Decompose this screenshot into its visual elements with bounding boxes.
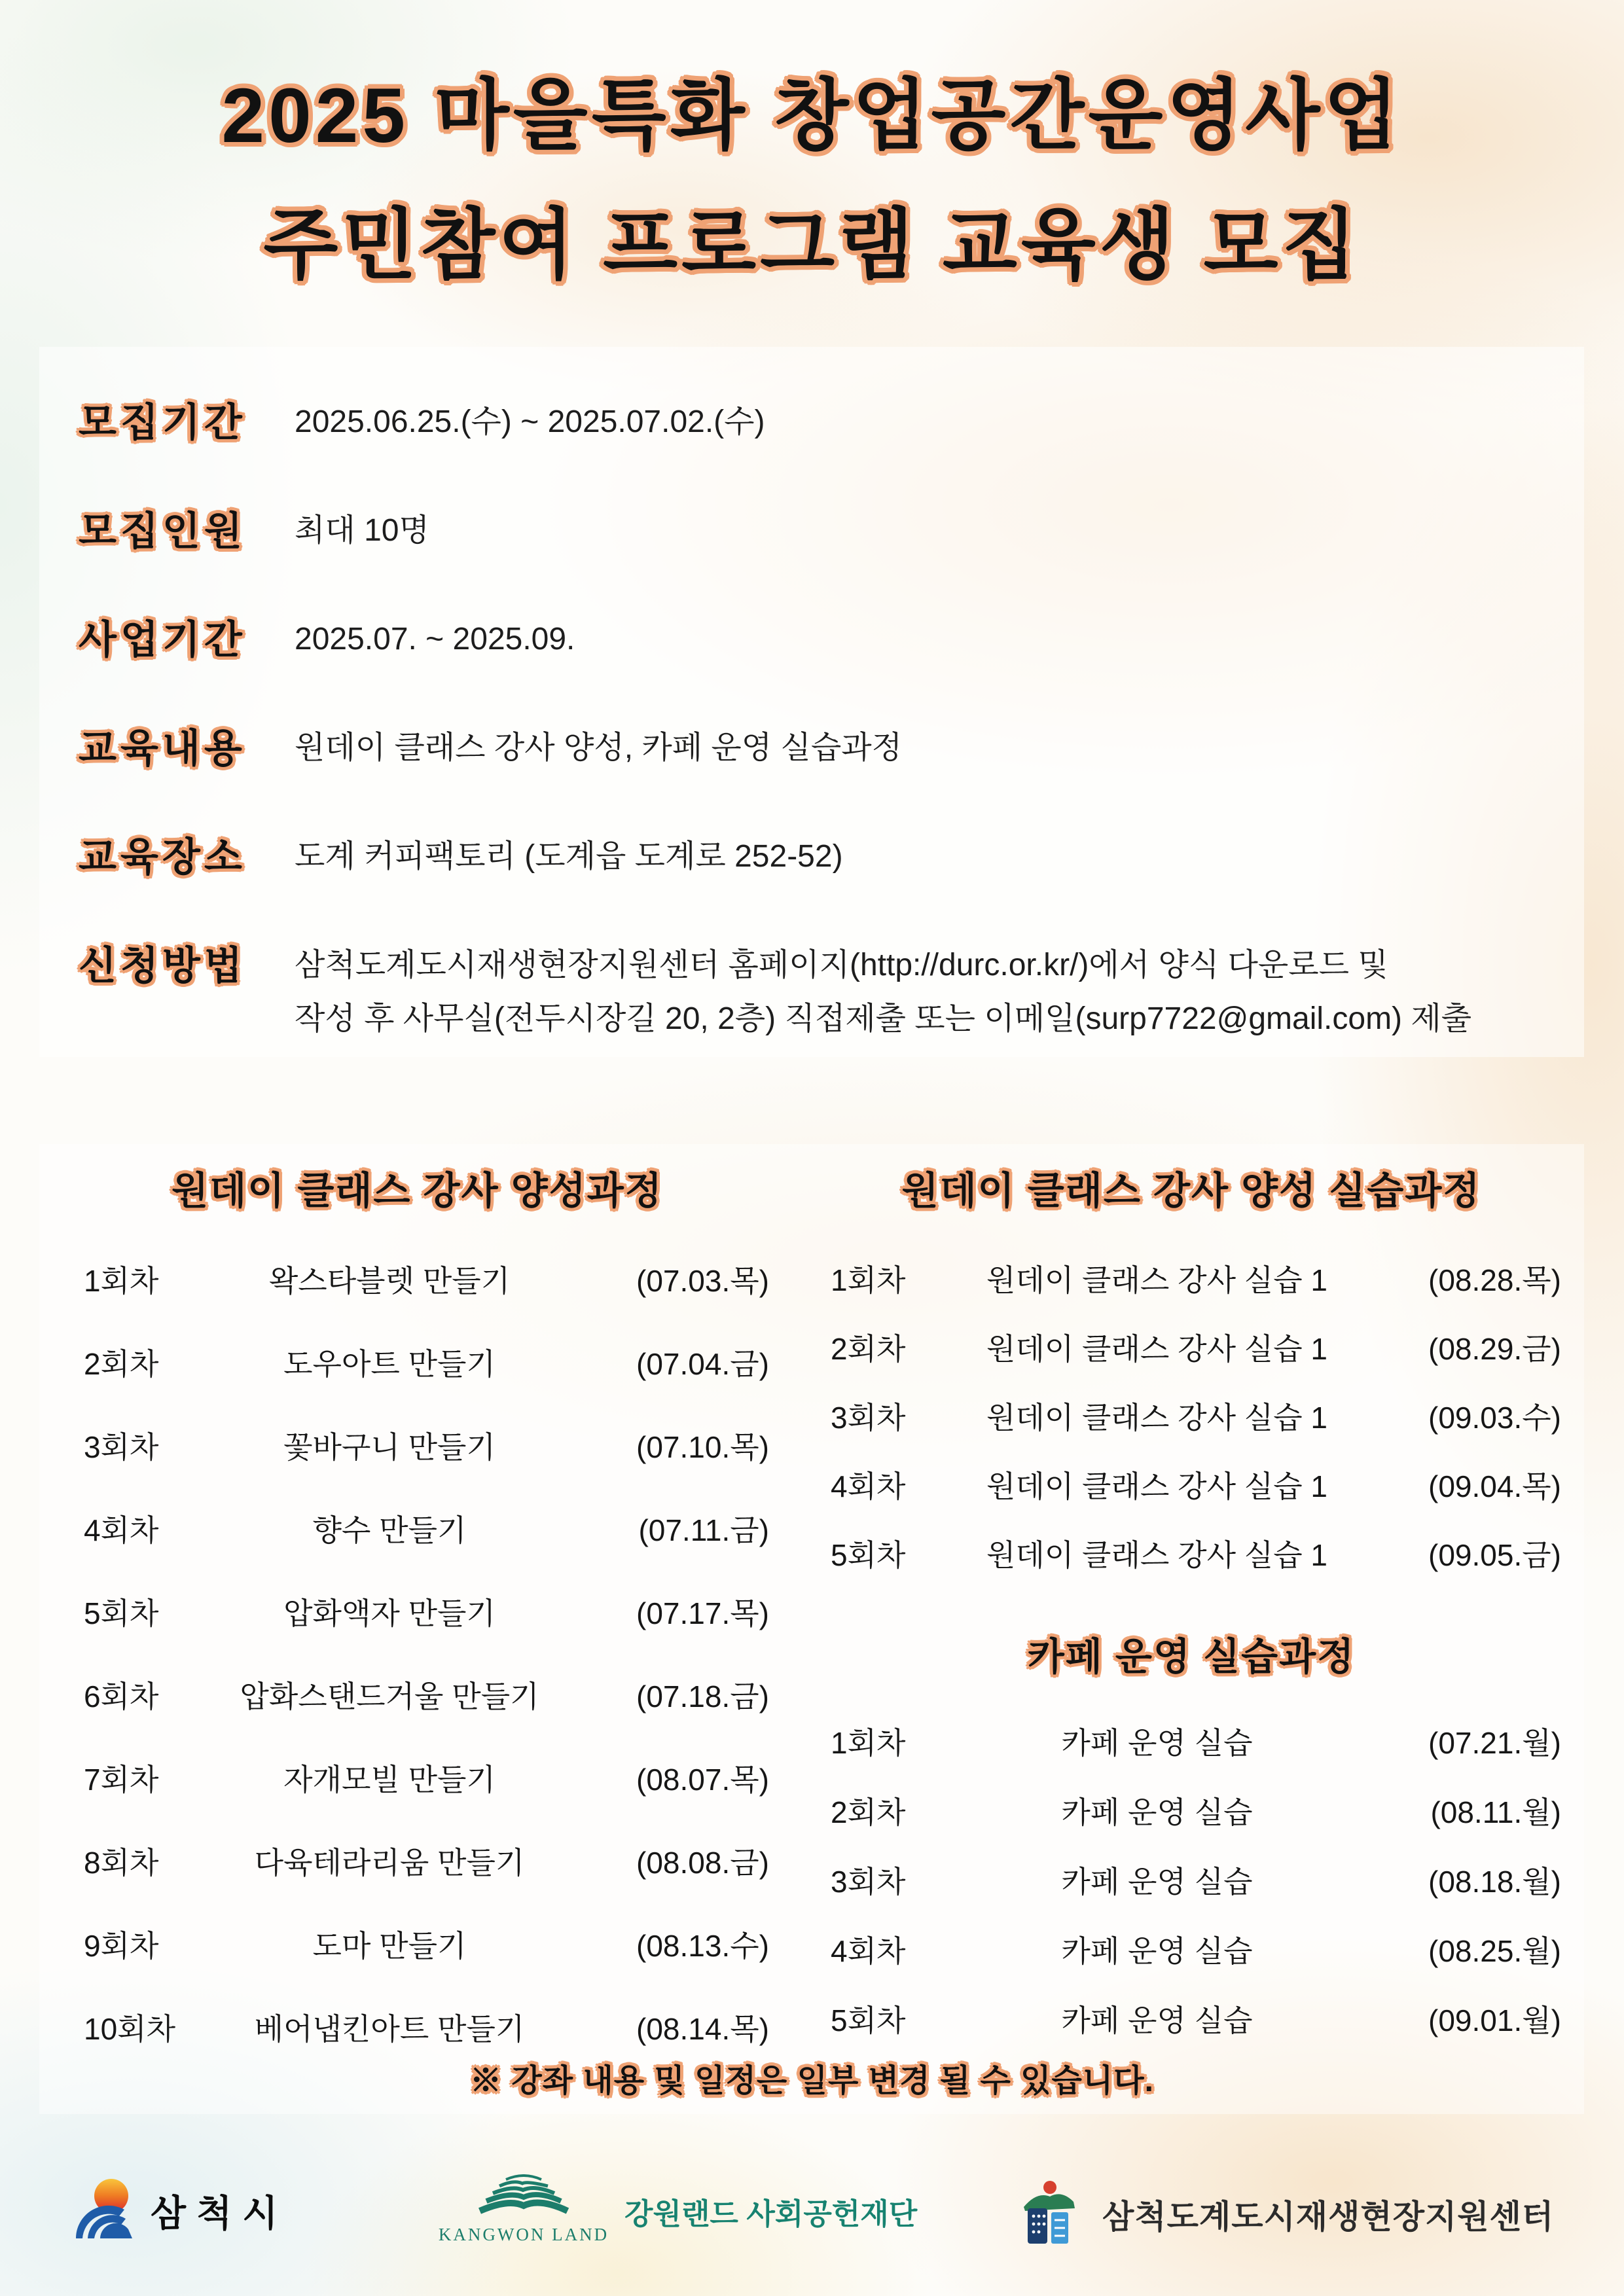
oneday-class-practice-table [821,1165,1561,1587]
poster-title [0,51,1624,310]
apply-method-line2: 작성 후 사무실(전두시장길 20, 2층) 직접제출 또는 이메일(surp7722@gmail.com) 제출 [295,1001,1472,1036]
table-row [821,1706,1561,1776]
dogye-center-label: 삼척도계도시재생현장지원센터 [1102,2198,1555,2235]
session-number: 1회차 [84,1263,159,1298]
project-period-label: 사업기간 [79,618,246,662]
course-date: (07.18.금) [636,1679,769,1713]
session-number: 1회차 [831,1726,906,1760]
table-row [821,1776,1561,1845]
recruit-count-label: 모집인원 [79,509,246,553]
kangwon-land-english-label: KANGWON LAND [438,2225,609,2244]
education-place-label: 교육장소 [79,835,246,879]
session-number: 9회차 [84,1928,159,1963]
table-row [65,1486,769,1570]
poster-title-line2: 주민참여 프로그램 교육생 모집 [263,202,1361,289]
course-date: (08.08.금) [636,1845,769,1880]
poster-title-line1: 2025 마을특화 창업공간운영사업 [221,73,1403,159]
course-name: 도우아트 만들기 [283,1346,496,1381]
session-number: 4회차 [831,1469,906,1503]
samcheok-city-label: 삼척시 [151,2193,289,2234]
session-number: 4회차 [831,1934,906,1968]
course-date: (08.13.수) [636,1928,769,1963]
course-date: (08.14.목) [636,2011,769,2046]
course-name: 원데이 클래스 강사 실습 1 [986,1537,1328,1572]
course-name: 압화스탠드거울 만들기 [240,1679,539,1713]
course-date: (09.03.수) [1428,1400,1561,1435]
course-date: (07.04.금) [636,1346,769,1381]
session-number: 1회차 [831,1263,906,1297]
session-number: 2회차 [84,1346,159,1381]
course-name: 원데이 클래스 강사 실습 1 [986,1469,1328,1503]
course-date: (07.17.목) [636,1596,769,1630]
course-name: 다육테라리움 만들기 [254,1845,525,1880]
session-number: 2회차 [831,1795,906,1829]
oneday-class-practice-rows [821,1244,1561,1587]
recruit-period-label: 모집기간 [79,401,246,444]
table-row [821,1984,1561,2053]
session-number: 5회차 [831,2003,906,2037]
table-row [821,1450,1561,1518]
table-row [821,1518,1561,1587]
course-date: (07.10.목) [636,1429,769,1464]
info-row-recruit-count [79,500,1571,558]
info-row-project-period [79,609,1571,666]
info-row-education-content [79,717,1571,775]
info-row-apply-method [79,935,1571,1046]
education-place-value: 도계 커피팩토리 (도계읍 도계로 252-52) [295,839,843,874]
course-date: (07.11.금) [638,1513,769,1547]
dogye-center-building-icon [1022,2179,1089,2248]
course-name: 카페 운영 실습 [1061,2003,1253,2037]
course-date: (09.01.월) [1428,2003,1561,2037]
course-date: (08.25.월) [1428,1934,1561,1968]
project-period-value: 2025.07. ~ 2025.09. [295,622,575,656]
course-date: (07.03.목) [636,1263,769,1298]
session-number: 3회차 [84,1429,159,1464]
table-row [821,1244,1561,1312]
course-name: 꽃바구니 만들기 [283,1429,496,1464]
session-number: 7회차 [84,1762,159,1797]
course-name: 자개모빌 만들기 [283,1762,496,1797]
session-number: 6회차 [84,1679,159,1713]
session-number: 5회차 [831,1537,906,1572]
course-name: 원데이 클래스 강사 실습 1 [986,1331,1328,1366]
table-row [65,1570,769,1653]
table-row [65,1902,769,1985]
table-row [821,1312,1561,1381]
course-name: 카페 운영 실습 [1061,1934,1253,1968]
course-name: 카페 운영 실습 [1061,1865,1253,1899]
table-row [821,1914,1561,1984]
course-name: 카페 운영 실습 [1061,1795,1253,1829]
course-date: (08.07.목) [636,1762,769,1797]
recruit-period-value: 2025.06.25.(수) ~ 2025.07.02.(수) [295,404,765,439]
course-name: 베어냅킨아트 만들기 [254,2011,525,2046]
apply-method-line1: 삼척도계도시재생현장지원센터 홈페이지(http://durc.or.kr/)에서 양식 다운로드 및 [295,948,1388,982]
session-number: 8회차 [84,1845,159,1880]
cafe-practice-title: 카페 운영 실습과정 [1027,1636,1356,1678]
education-content-value: 원데이 클래스 강사 양성, 카페 운영 실습과정 [295,730,902,765]
course-date: (08.18.월) [1428,1865,1561,1899]
table-row [65,1653,769,1736]
course-date: (08.29.금) [1428,1331,1561,1366]
course-date: (08.11.월) [1430,1795,1561,1829]
course-date: (09.05.금) [1428,1537,1561,1572]
oneday-class-practice-title: 원데이 클래스 강사 양성 실습과정 [901,1170,1481,1212]
table-row [821,1381,1561,1450]
course-name: 도마 만들기 [312,1928,467,1963]
session-number: 5회차 [84,1596,159,1630]
course-date: (09.04.목) [1428,1469,1561,1503]
course-date: (08.28.목) [1428,1263,1561,1297]
table-row [65,1819,769,1902]
kangwon-land-mountain-icon [475,2174,573,2218]
session-number: 3회차 [831,1865,906,1899]
apply-method-label: 신청방법 [79,944,246,988]
samcheok-sun-wave-icon [73,2178,139,2244]
dogye-center-logo [1022,2179,1554,2248]
education-content-label: 교육내용 [79,726,246,770]
course-name: 원데이 클래스 강사 실습 1 [986,1400,1328,1435]
course-name: 원데이 클래스 강사 실습 1 [986,1263,1328,1297]
table-row [65,1403,769,1486]
info-row-education-place [79,826,1571,884]
oneday-class-training-title: 원데이 클래스 강사 양성과정 [171,1170,663,1212]
cafe-practice-table [821,1631,1561,2053]
kangwon-land-korean-label: 강원랜드 사회공헌재단 [624,2197,918,2231]
table-row [65,1320,769,1403]
course-name: 카페 운영 실습 [1061,1726,1253,1760]
recruit-count-value: 최대 10명 [295,513,429,548]
session-number: 10회차 [84,2011,176,2046]
session-number: 4회차 [84,1513,159,1547]
session-number: 3회차 [831,1400,906,1435]
course-name: 왁스타블렛 만들기 [268,1263,511,1298]
session-number: 2회차 [831,1331,906,1366]
table-row [821,1845,1561,1914]
kangwon-land-logo [432,2174,917,2245]
info-row-recruit-period [79,391,1571,449]
schedule-change-note: ※ 강좌 내용 및 일정은 일부 변경 될 수 있습니다. [470,2064,1154,2098]
samcheok-city-logo [73,2178,288,2244]
course-date: (07.21.월) [1428,1726,1561,1760]
cafe-practice-rows [821,1706,1561,2053]
table-row [65,1237,769,1320]
course-name: 향수 만들기 [312,1513,467,1547]
table-row [65,1736,769,1819]
course-name: 압화액자 만들기 [283,1596,496,1630]
oneday-class-training-rows [65,1237,769,2068]
oneday-class-training-table [65,1165,769,2068]
apply-method-value [295,935,1471,1046]
